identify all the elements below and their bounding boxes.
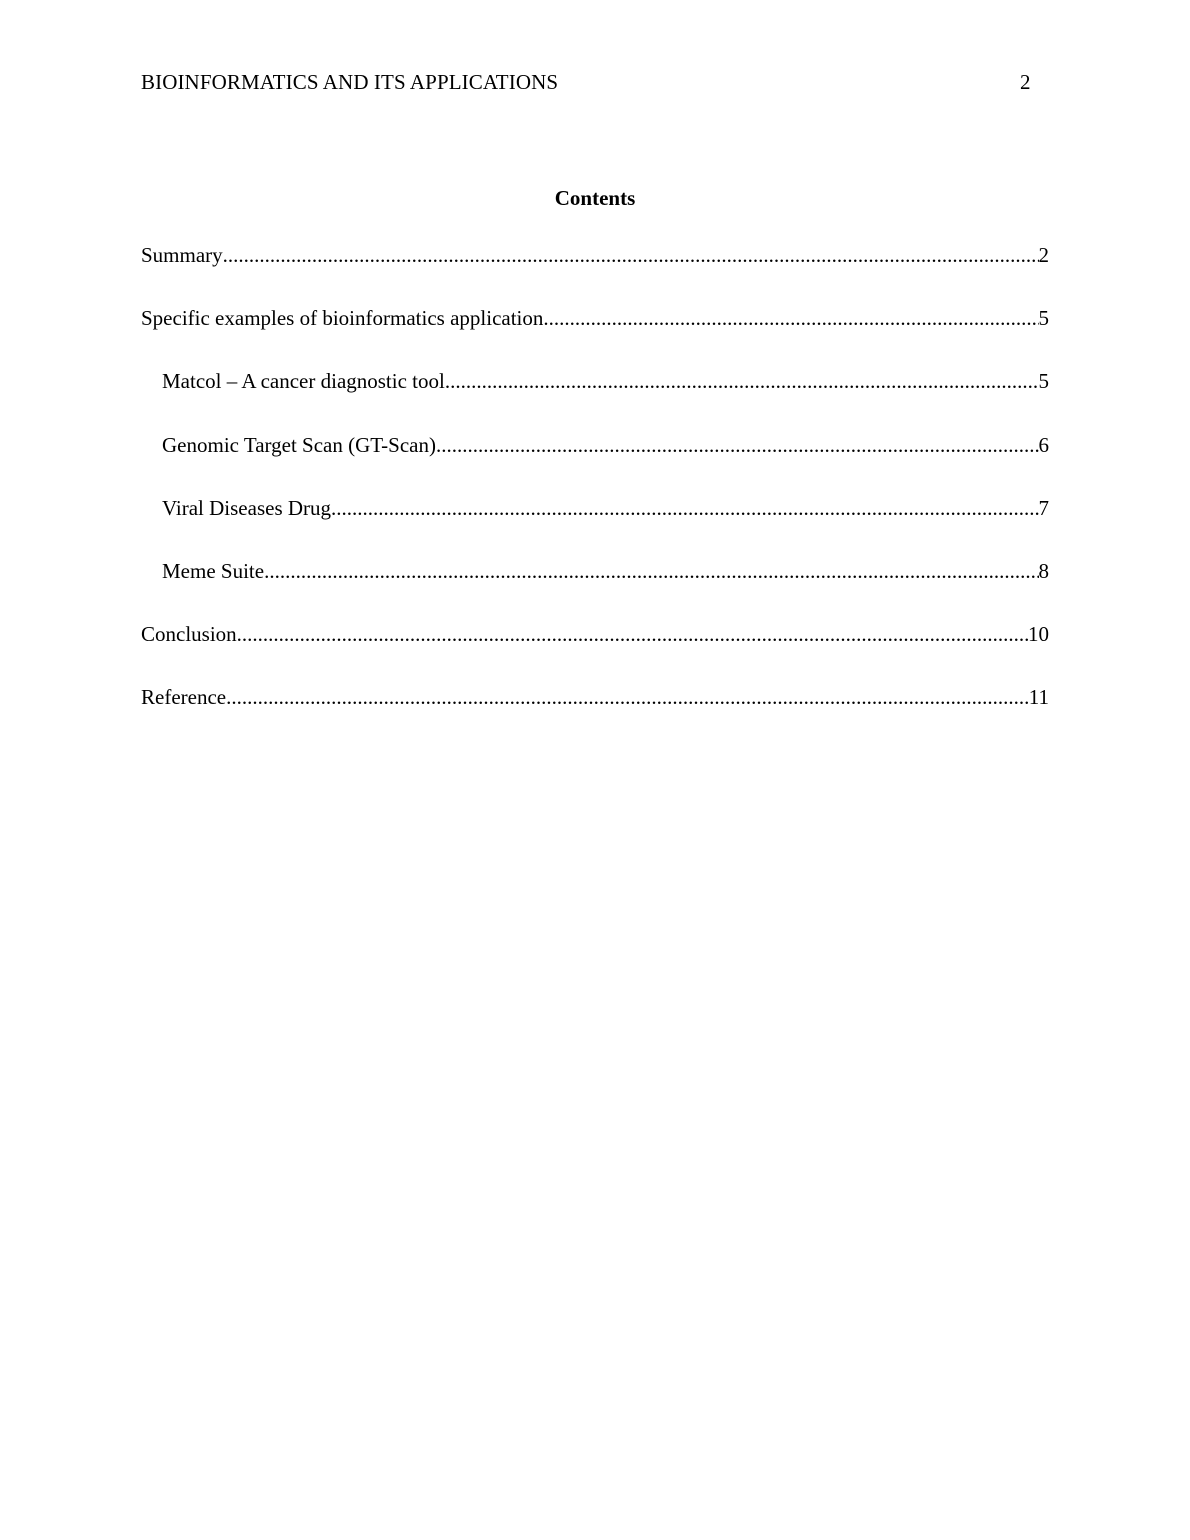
toc-entry-label: Matcol – A cancer diagnostic tool [162, 369, 445, 394]
toc-entry-reference[interactable] [141, 682, 1049, 745]
toc-entry-label: Reference [141, 685, 227, 710]
toc-dot-leader [445, 366, 1039, 396]
toc-title: Contents [554, 186, 636, 210]
toc-entry-label: Conclusion [141, 622, 237, 647]
toc-entry-page: 5 [1038, 369, 1049, 394]
toc-entry-label: Specific examples of bioinformatics application [141, 306, 544, 331]
toc-dot-leader [331, 493, 1038, 523]
toc-dot-leader [436, 430, 1039, 460]
toc-entry-page: 6 [1038, 432, 1049, 457]
running-head: BIOINFORMATICS AND ITS APPLICATIONS [141, 70, 559, 94]
toc-entry-page: 10 [1028, 622, 1049, 647]
toc-entry-viral-diseases-drug[interactable] [141, 493, 1049, 556]
toc-dot-leader [223, 240, 1039, 270]
toc-entry-meme-suite[interactable] [141, 556, 1049, 619]
toc-entry-conclusion[interactable] [141, 619, 1049, 682]
toc-dot-leader [543, 303, 1038, 333]
toc-entry-summary[interactable] [141, 240, 1049, 303]
toc-dot-leader [237, 619, 1028, 649]
toc-entry-page: 8 [1038, 558, 1049, 583]
toc-entry-matcol[interactable] [141, 366, 1049, 429]
toc-entry-label: Genomic Target Scan (GT-Scan) [162, 432, 436, 457]
toc-entry-specific-examples[interactable] [141, 303, 1049, 366]
toc-entry-label: Summary [141, 243, 223, 267]
toc-entry-label: Meme Suite [162, 558, 265, 583]
toc-entry-page: 7 [1038, 495, 1049, 520]
page-number: 2 [1020, 70, 1031, 94]
toc-entry-page: 2 [1038, 243, 1049, 267]
table-of-contents [141, 240, 1049, 746]
toc-entry-gt-scan[interactable] [141, 430, 1049, 493]
toc-entry-page: 11 [1028, 685, 1049, 710]
toc-entry-page: 5 [1038, 306, 1049, 331]
toc-entry-label: Viral Diseases Drug [162, 495, 332, 520]
toc-dot-leader [264, 556, 1038, 586]
toc-dot-leader [226, 682, 1029, 712]
